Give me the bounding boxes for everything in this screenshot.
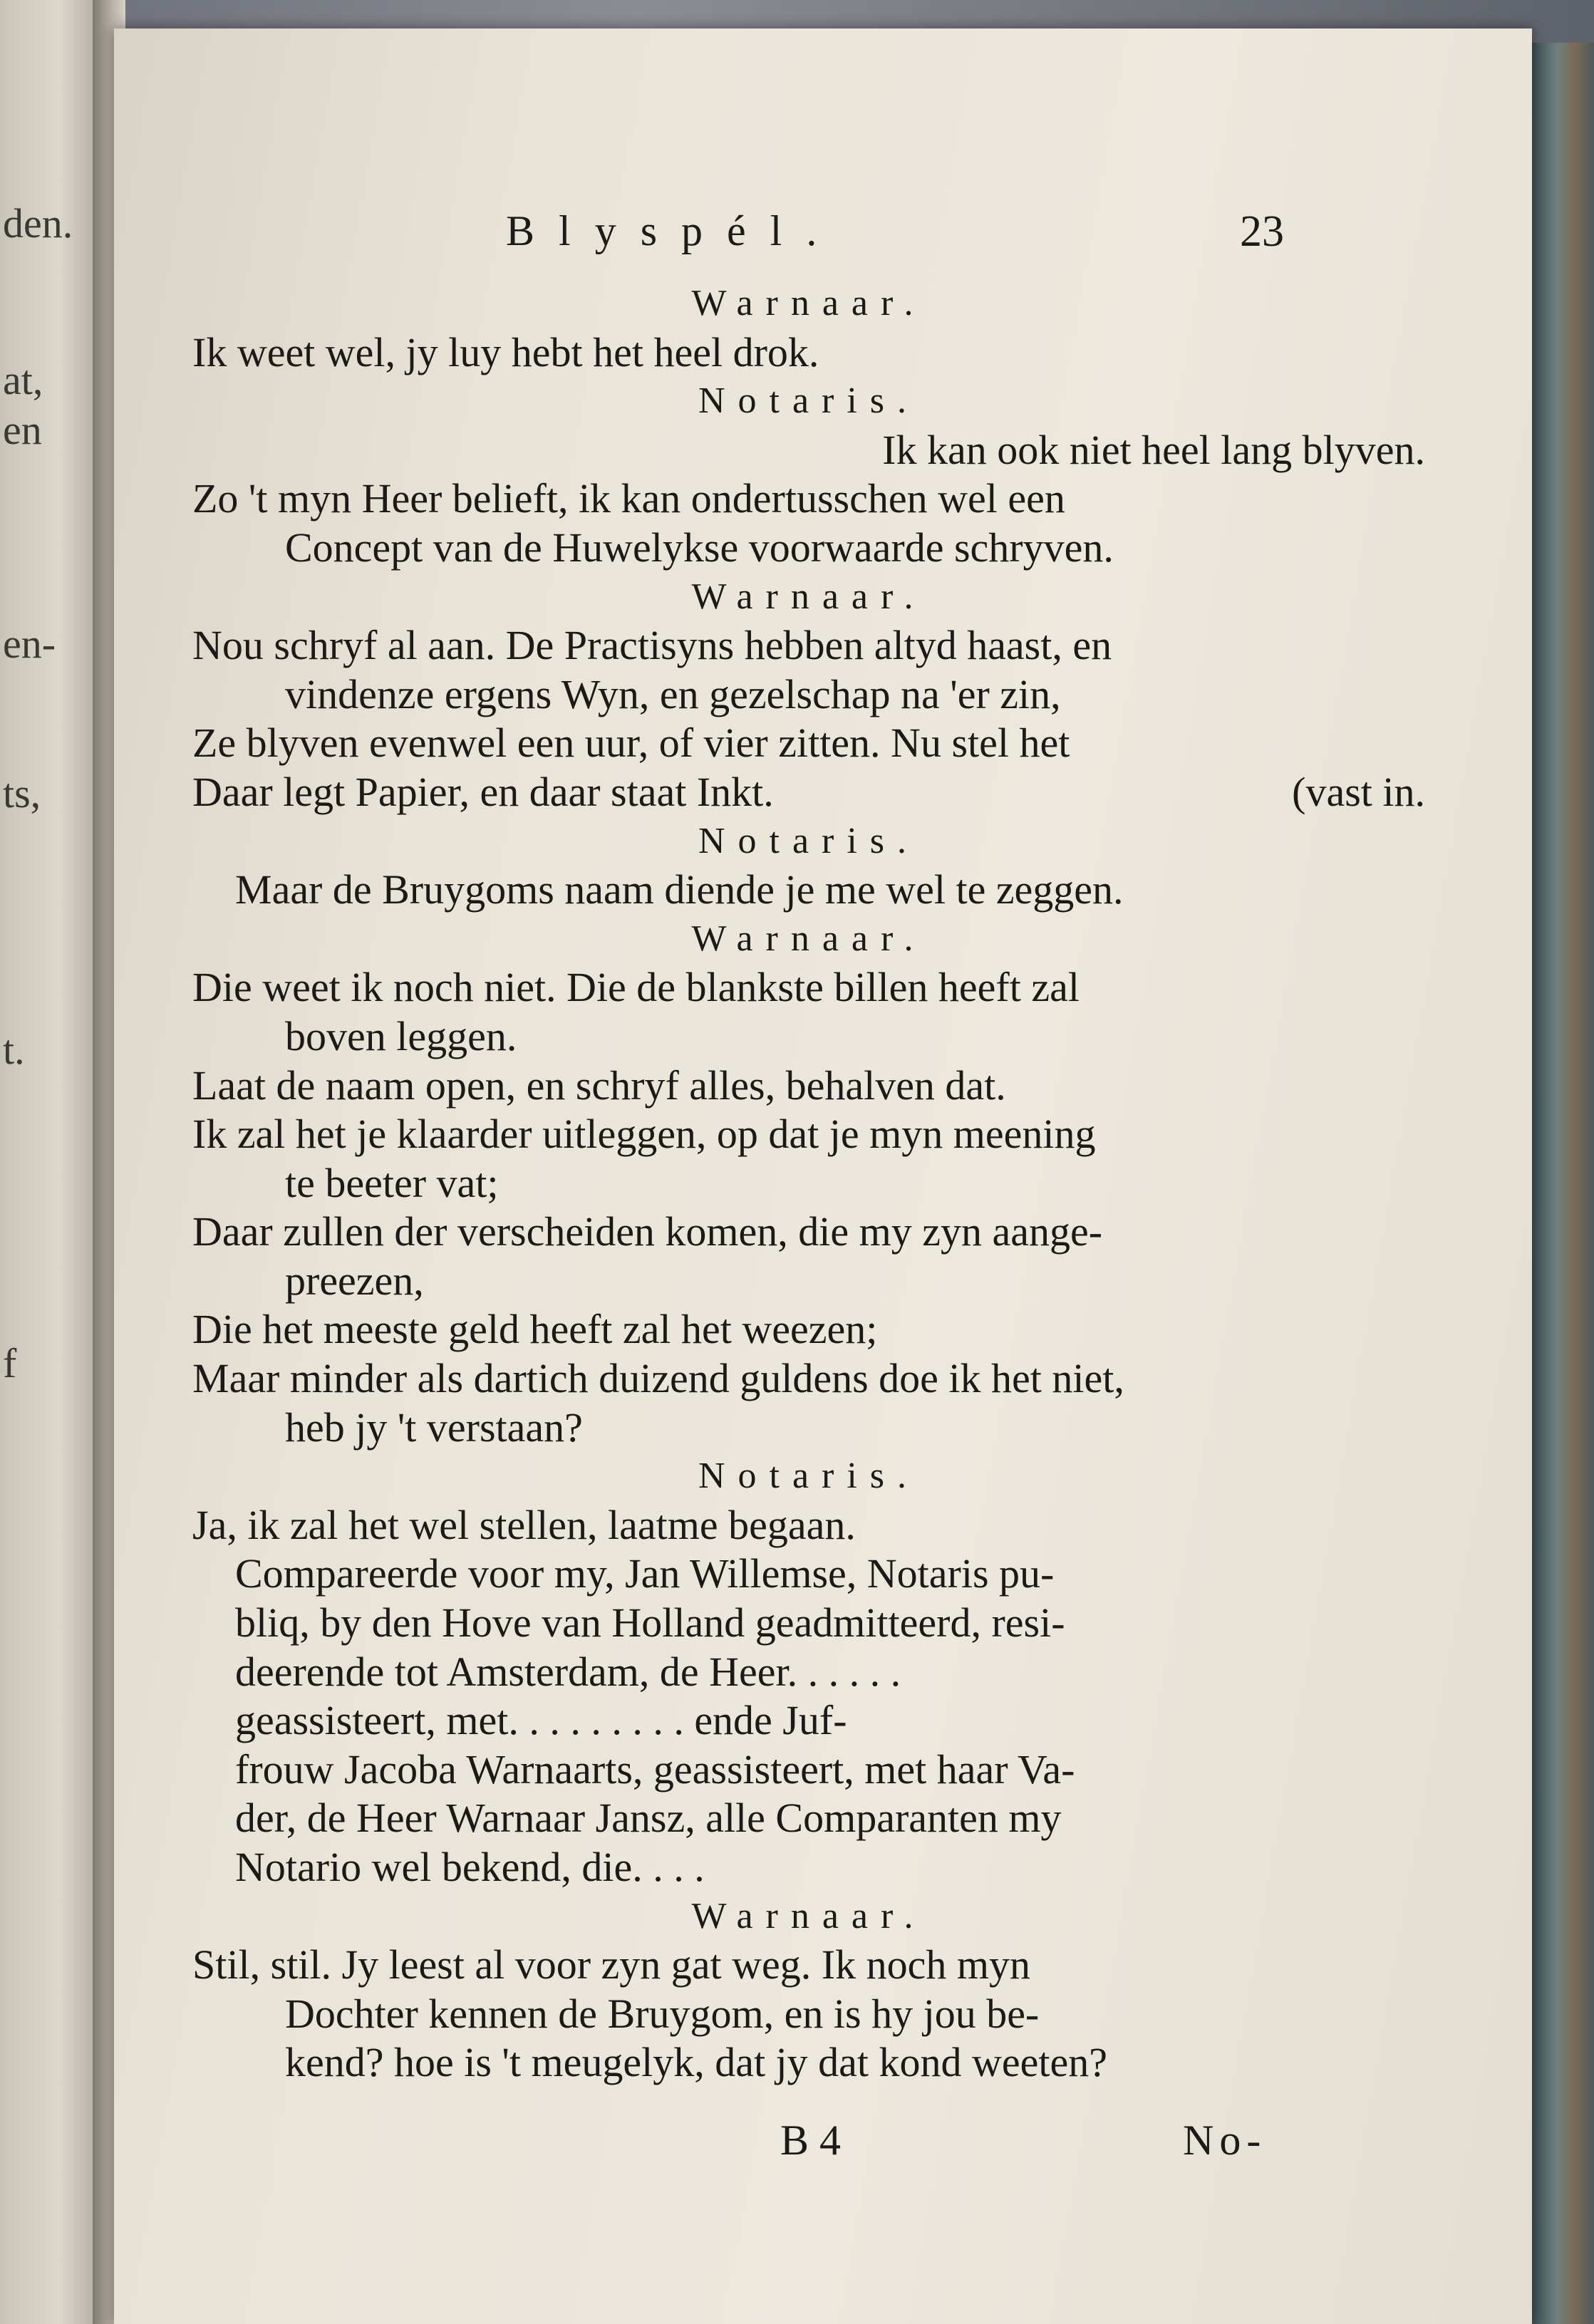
verse-line: Ja, ik zal het wel stellen, laatme begaan. (192, 1501, 856, 1548)
facing-page-fragment: en (3, 407, 42, 453)
page-footer (114, 2116, 1532, 2173)
verse-line: Daar zullen der verscheiden komen, die my zyn aange- (192, 1208, 1103, 1255)
verse-line: Die het meeste geld heeft zal het weezen; (192, 1306, 878, 1353)
verse-line: Notario wel bekend, die. . . . (235, 1844, 705, 1890)
speaker-name: Notaris. (698, 820, 920, 861)
verse-line: deerende tot Amsterdam, de Heer. . . . . . (235, 1648, 901, 1695)
verse-line: Die weet ik noch niet. Die de blankste billen heeft zal (192, 964, 1080, 1011)
catchword: No- (1183, 2117, 1267, 2164)
verse-line: Ik kan ook niet heel lang blyven. (882, 426, 1425, 473)
book-cover-edge (1532, 43, 1594, 2324)
verse-line: Stil, stil. Jy leest al voor zyn gat weg. Ik noch myn (192, 1941, 1030, 1988)
verse-line: Laat de naam open, en schryf alles, behalven dat. (192, 1062, 1006, 1109)
facing-page-fragment: en- (3, 621, 56, 667)
facing-page-fragment: t. (3, 1027, 25, 1073)
verse-line: Nou schryf al aan. De Practisyns hebben altyd haast, en (192, 622, 1112, 669)
verse-line: bliq, by den Hove van Holland geadmitteerd, resi- (235, 1599, 1065, 1646)
speaker-name: Warnaar. (691, 283, 926, 323)
play-text (192, 279, 1425, 2087)
stage-aside: (vast in. (1292, 768, 1425, 815)
book-page (114, 28, 1532, 2324)
verse-line (192, 768, 1425, 817)
verse-line: frouw Jacoba Warnaarts, geassisteert, met haar Va- (235, 1745, 1075, 1793)
running-title: Blyspél. (506, 207, 842, 254)
verse-line: Maar minder als dartich duizend guldens doe ik het niet, (192, 1355, 1124, 1402)
facing-page-left (0, 0, 107, 2324)
verse-text: Daar legt Papier, en daar staat Inkt. (192, 768, 774, 815)
speaker-name: Notaris. (698, 380, 920, 422)
speaker-name: Warnaar. (691, 918, 926, 959)
verse-line: Zo 't myn Heer belieft, ik kan ondertusschen wel een (192, 475, 1065, 522)
speaker-name: Warnaar. (691, 576, 926, 617)
verse-line: vindenze ergens Wyn, en gezelschap na 'er zin, (285, 670, 1061, 717)
verse-line: boven leggen. (285, 1012, 517, 1059)
verse-line: preezen, (285, 1257, 424, 1304)
verse-line: Dochter kennen de Bruygom, en is hy jou be- (285, 1990, 1040, 2037)
signature-mark: B 4 (780, 2117, 842, 2164)
page-header (114, 207, 1532, 264)
verse-line: geassisteert, met. . . . . . . . . ende Juf- (235, 1697, 847, 1744)
facing-page-fragment: f (3, 1340, 17, 1386)
verse-line: te beeter vat; (285, 1159, 499, 1206)
verse-line: kend? hoe is 't meugelyk, dat jy dat kond weeten? (285, 2039, 1107, 2086)
verse-line: Ik weet wel, jy luy hebt het heel drok. (192, 328, 819, 375)
verse-line: der, de Heer Warnaar Jansz, alle Comparanten my (235, 1795, 1062, 1842)
verse-line: Ze blyven evenwel een uur, of vier zitten. Nu stel het (192, 720, 1070, 767)
verse-line: heb jy 't verstaan? (285, 1404, 583, 1451)
verse-line: Ik zal het je klaarder uitleggen, op dat je myn meening (192, 1111, 1096, 1158)
speaker-name: Notaris. (698, 1456, 920, 1497)
verse-line: Compareerde voor my, Jan Willemse, Notaris pu- (235, 1550, 1055, 1597)
speaker-name: Warnaar. (691, 1895, 926, 1936)
verse-line: Maar de Bruygoms naam diende je me wel te zeggen. (235, 866, 1124, 913)
page-number: 23 (1240, 207, 1284, 256)
facing-page-fragment: den. (3, 200, 73, 247)
verse-line: Concept van de Huwelykse voorwaarde schryven. (285, 524, 1114, 571)
facing-page-fragment: ts, (3, 770, 41, 816)
facing-page-fragment: at, (3, 357, 43, 403)
